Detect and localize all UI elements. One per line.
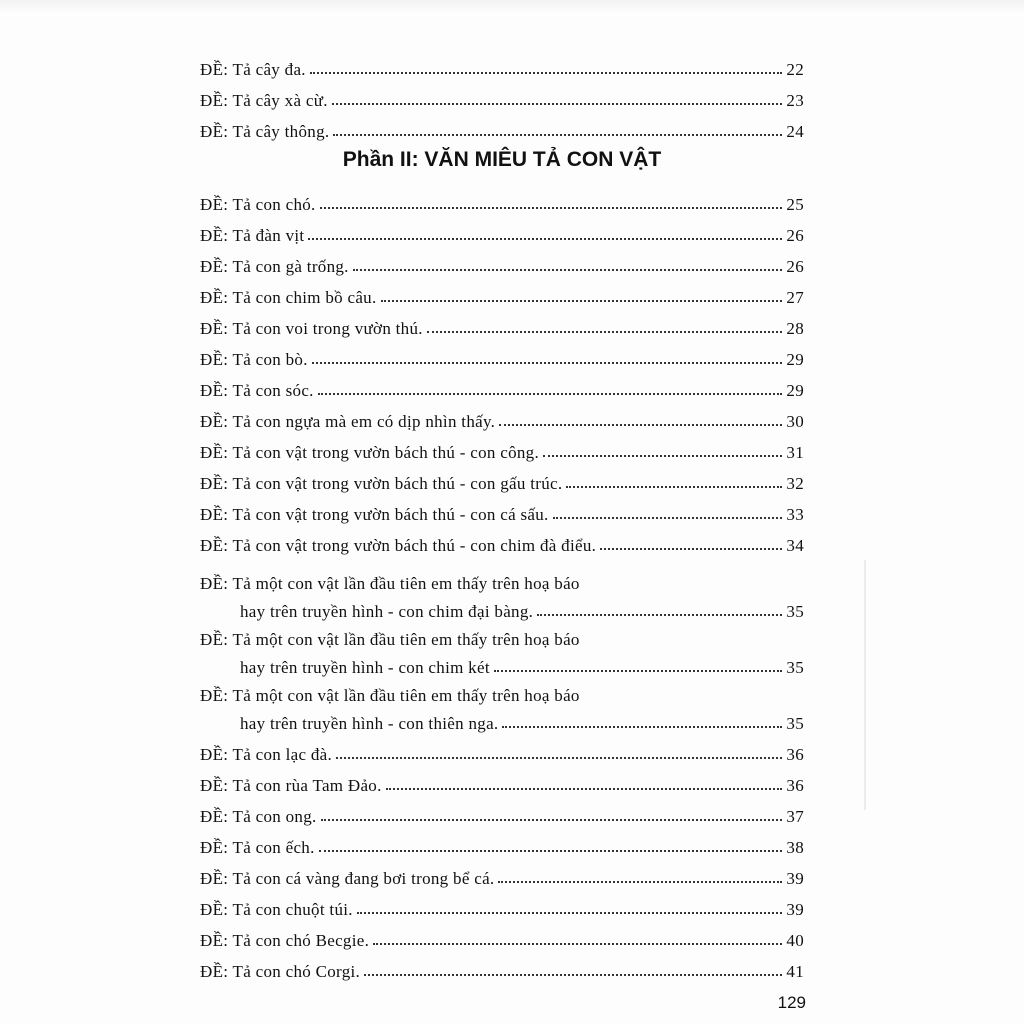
toc-entry-page: 32 — [786, 474, 804, 493]
toc-entry-text: ĐỀ: Tả con rùa Tam Đảo. — [200, 776, 382, 795]
toc-entry-text: hay trên truyền hình - con chim két — [240, 658, 490, 677]
toc-entry — [200, 81, 804, 111]
toc-entry-page: 25 — [786, 195, 804, 214]
toc-entry-page: 24 — [786, 122, 804, 141]
toc-entry-page: 37 — [786, 807, 804, 826]
toc-entry — [200, 247, 804, 277]
toc-entry — [200, 952, 804, 982]
toc-entry-text: ĐỀ: Tả con vật trong vườn bách thú - con chim đà điểu. — [200, 536, 597, 555]
toc-entry-page: 26 — [786, 257, 804, 276]
toc-entry-text: ĐỀ: Tả con ong. — [200, 807, 317, 826]
toc-entry — [200, 797, 804, 827]
toc-entry-text: ĐỀ: Tả con chuột túi. — [200, 900, 353, 919]
toc-entry-text: hay trên truyền hình - con thiên nga. — [240, 714, 499, 733]
toc-entry — [200, 309, 804, 339]
dot-leader — [553, 517, 783, 519]
toc-entry-text: ĐỀ: Tả con voi trong vườn thú. — [200, 319, 423, 338]
toc-entry-page: 40 — [786, 931, 804, 950]
toc-entry-page: 26 — [786, 226, 804, 245]
dot-leader — [333, 134, 782, 136]
toc-entry-second-line — [200, 704, 804, 734]
dot-leader — [308, 238, 782, 240]
toc-entry-text: ĐỀ: Tả con vật trong vườn bách thú - con cá sấu. — [200, 505, 549, 524]
toc-entry-page: 28 — [786, 319, 804, 338]
toc-entry-page: 39 — [786, 900, 804, 919]
toc-entry — [200, 464, 804, 494]
toc-entry — [200, 216, 804, 246]
toc-entry-page: 27 — [786, 288, 804, 307]
toc-entry-text: ĐỀ: Tả một con vật lần đầu tiên em thấy trên hoạ báo — [200, 686, 580, 705]
toc-entry-page: 23 — [786, 91, 804, 110]
toc-entry — [200, 859, 804, 889]
section-heading: Phần II: VĂN MIÊU TẢ CON VẬT — [342, 148, 662, 171]
dot-leader — [427, 331, 783, 333]
toc-entry-text: ĐỀ: Tả cây xà cừ. — [200, 91, 328, 110]
toc-entry — [200, 735, 804, 765]
dot-leader — [310, 72, 783, 74]
dot-leader — [320, 207, 783, 209]
toc-entry — [200, 340, 804, 370]
dot-leader — [502, 726, 782, 728]
toc-entry — [200, 185, 804, 215]
toc-entry-page: 35 — [786, 658, 804, 677]
toc-entry-text: ĐỀ: Tả con bò. — [200, 350, 308, 369]
dot-leader — [566, 486, 782, 488]
toc-entry-second-line — [200, 592, 804, 622]
dot-leader — [319, 850, 783, 852]
toc-entry-text: ĐỀ: Tả con chó. — [200, 195, 316, 214]
dot-leader — [353, 269, 783, 271]
toc-entry-first-line — [200, 620, 804, 650]
dot-leader — [386, 788, 783, 790]
dot-leader — [494, 670, 783, 672]
dot-leader — [381, 300, 783, 302]
toc-entry-page: 34 — [786, 536, 804, 555]
toc-entry — [200, 50, 804, 80]
page-number: 129 — [777, 993, 806, 1012]
toc-entry-text: ĐỀ: Tả con chim bồ câu. — [200, 288, 377, 307]
toc-entry-text: ĐỀ: Tả con sóc. — [200, 381, 314, 400]
dot-leader — [357, 912, 783, 914]
toc-entry-text: ĐỀ: Tả con vật trong vườn bách thú - con gấu trúc. — [200, 474, 563, 493]
toc-entry-page: 30 — [786, 412, 804, 431]
toc-entry — [200, 433, 804, 463]
toc-entry-page: 31 — [786, 443, 804, 462]
toc-entry-second-line — [200, 648, 804, 678]
toc-entry-text: ĐỀ: Tả con lạc đà. — [200, 745, 333, 764]
toc-entry — [200, 890, 804, 920]
toc-entry-page: 38 — [786, 838, 804, 857]
toc-entry-text: ĐỀ: Tả con vật trong vườn bách thú - con công. — [200, 443, 540, 462]
toc-entry-page: 29 — [786, 381, 804, 400]
toc-entry-page: 36 — [786, 776, 804, 795]
toc-entry — [200, 278, 804, 308]
toc-entry-first-line — [200, 564, 804, 594]
toc-entry-page: 39 — [786, 869, 804, 888]
toc-entry — [200, 828, 804, 858]
toc-entry-text: ĐỀ: Tả một con vật lần đầu tiên em thấy trên hoạ báo — [200, 630, 580, 649]
dot-leader — [543, 455, 782, 457]
page-top-edge — [0, 0, 1024, 16]
toc-entry-text: ĐỀ: Tả cây thông. — [200, 122, 330, 141]
toc-entry — [200, 766, 804, 796]
toc-entry-text: ĐỀ: Tả con gà trống. — [200, 257, 349, 276]
toc-entry-text: hay trên truyền hình - con chim đại bàng. — [240, 602, 534, 621]
toc-entry-text: ĐỀ: Tả con ngựa mà em có dịp nhìn thấy. — [200, 412, 496, 431]
dot-leader — [364, 974, 782, 976]
dot-leader — [373, 943, 782, 945]
toc-entry-page: 33 — [786, 505, 804, 524]
toc-entry-page: 29 — [786, 350, 804, 369]
toc-entry-page: 35 — [786, 714, 804, 733]
toc-entry — [200, 371, 804, 401]
dot-leader — [336, 757, 782, 759]
toc-entry-text: ĐỀ: Tả cây đa. — [200, 60, 306, 79]
toc-entry-page: 41 — [786, 962, 804, 981]
bleed-through-shadow — [864, 560, 866, 810]
toc-entry-text: ĐỀ: Tả con ếch. — [200, 838, 315, 857]
toc-entry — [200, 402, 804, 432]
toc-entry — [200, 526, 804, 556]
dot-leader — [312, 362, 783, 364]
toc-entry-first-line — [200, 676, 804, 706]
toc-entry — [200, 112, 804, 142]
toc-entry-page: 22 — [786, 60, 804, 79]
dot-leader — [600, 548, 782, 550]
dot-leader — [332, 103, 783, 105]
dot-leader — [498, 881, 782, 883]
dot-leader — [537, 614, 782, 616]
dot-leader — [499, 424, 782, 426]
toc-entry-page: 35 — [786, 602, 804, 621]
toc-entry-text: ĐỀ: Tả con chó Becgie. — [200, 931, 370, 950]
toc-entry-text: ĐỀ: Tả một con vật lần đầu tiên em thấy trên hoạ báo — [200, 574, 580, 593]
dot-leader — [318, 393, 783, 395]
toc-entry-text: ĐỀ: Tả con cá vàng đang bơi trong bể cá. — [200, 869, 495, 888]
toc-entry — [200, 495, 804, 525]
toc-entry-text: ĐỀ: Tả đàn vịt — [200, 226, 305, 245]
dot-leader — [321, 819, 783, 821]
toc-entry-text: ĐỀ: Tả con chó Corgi. — [200, 962, 361, 981]
toc-entry-page: 36 — [786, 745, 804, 764]
toc-entry — [200, 921, 804, 951]
